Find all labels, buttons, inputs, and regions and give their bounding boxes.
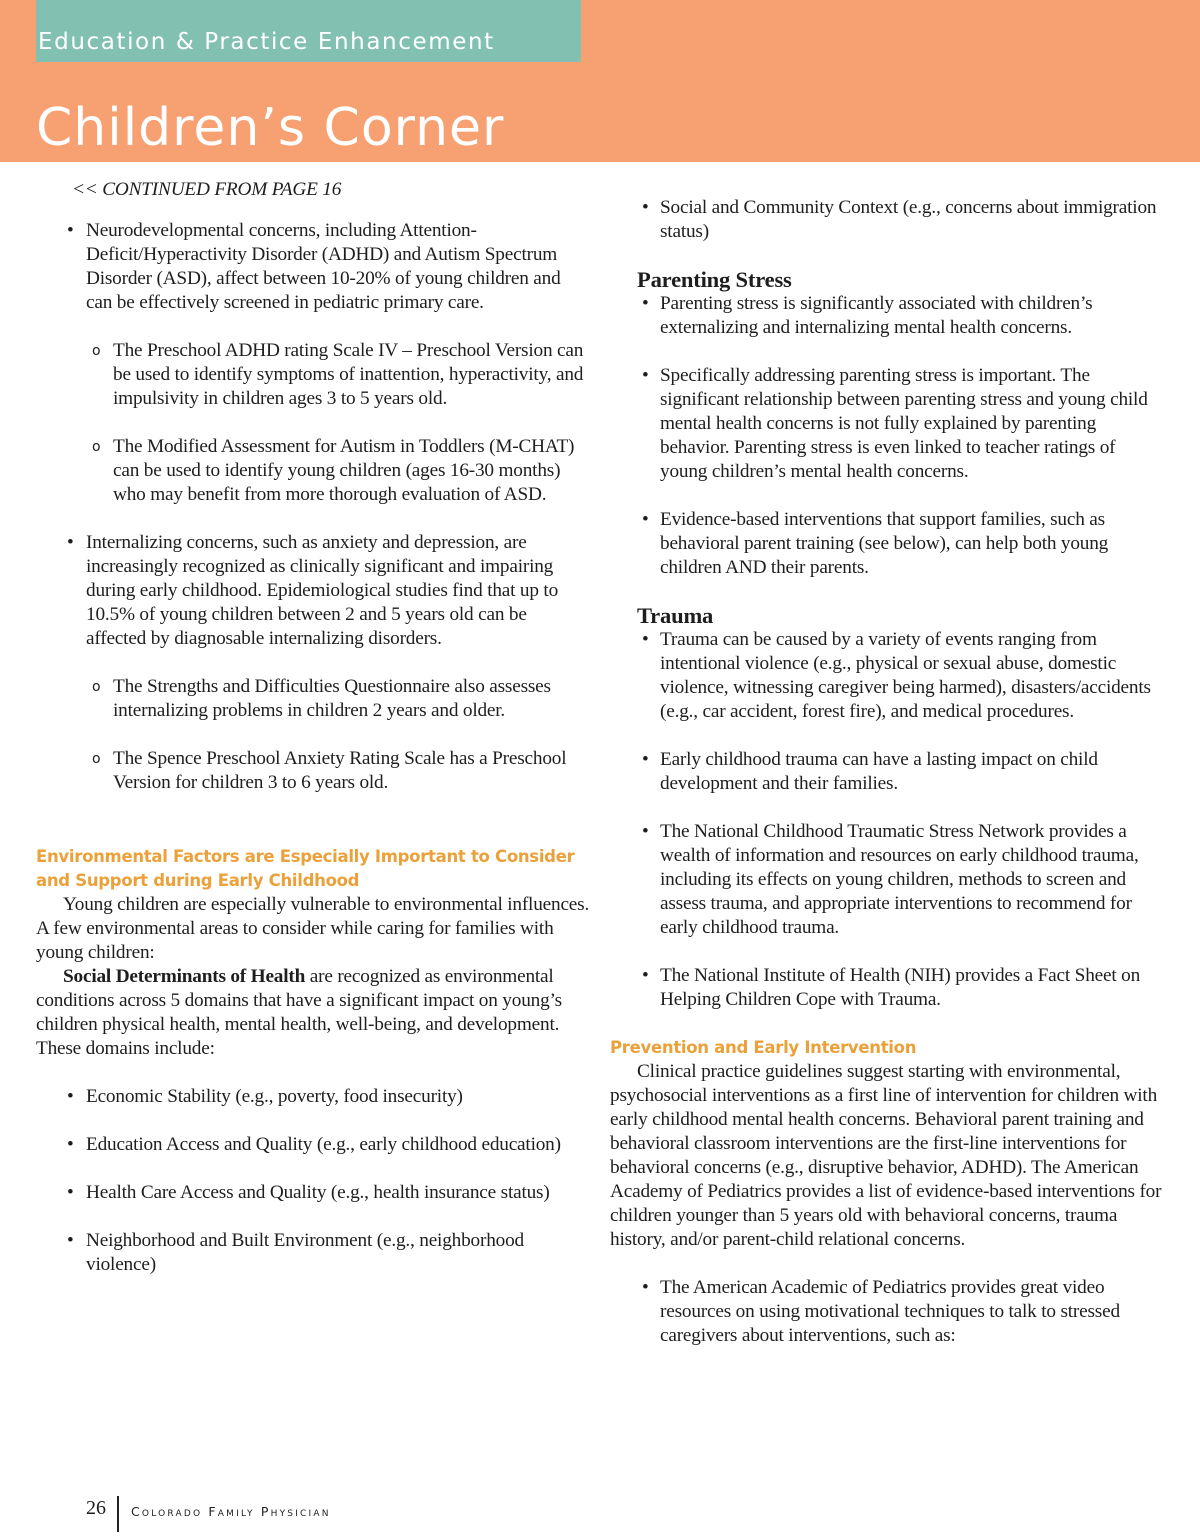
domain-neighborhood: • Neighborhood and Built Environment (e.g., neighborhood violence) [36, 1229, 591, 1277]
sdoh-domains-list-cont [610, 196, 1166, 244]
header-banner [0, 0, 1200, 162]
sub-bullet-sdq: o The Strengths and Difficulties Questionnaire also assesses internalizing problems in children 2 years and older. [36, 675, 591, 723]
domain-social-community: • Social and Community Context (e.g., concerns about immigration status) [610, 196, 1166, 244]
continued-note: << CONTINUED FROM PAGE 16 [72, 179, 342, 200]
trauma-bullet-4: • The National Institute of Health (NIH) provides a Fact Sheet on Helping Children Cope with Trauma. [610, 964, 1166, 1012]
concerns-list [36, 219, 591, 315]
page-title: Children’s Corner [36, 98, 505, 158]
trauma-heading: Trauma [637, 603, 714, 628]
bullet-neurodevelopmental: • Neurodevelopmental concerns, including Attention-Deficit/Hyperactivity Disorder (ADHD) and Autism Spectrum Disorder (ASD), affect between 10-20% of young children and can be effectively screened in pediatric primary care. [36, 219, 591, 315]
bullet-internalizing: • Internalizing concerns, such as anxiety and depression, are increasingly recognized as clinically significant and impairing during early childhood. Epidemiological studies find that up to 10.5% of young children between 2 and 5 years old can be affected by diagnosable internalizing disorders. [36, 531, 591, 651]
prevention-heading: Prevention and Early Intervention [610, 1038, 917, 1057]
ps-bullet-1: • Parenting stress is significantly associated with children’s externalizing and internalizing mental health concerns. [610, 292, 1166, 340]
right-column [610, 196, 1166, 1348]
ps-bullet-3: • Evidence-based interventions that support families, such as behavioral parent training (see below), can help both young children AND their parents. [610, 508, 1166, 580]
prevention-paragraph: Clinical practice guidelines suggest starting with environmental, psychosocial interventions as a first line of intervention for children with early childhood mental health concerns. Behavioral parent training and behavioral classroom interventions are the first-line interventions for behavioral concerns (e.g., disruptive behavior, ADHD). The American Academy of Pediatrics provides a list of evidence-based interventions for children younger than 5 years old with behavioral concerns, trauma history, and/or parent-child relational concerns. [610, 1061, 1162, 1250]
sub-bullet-adhd-scale: o The Preschool ADHD rating Scale IV – Preschool Version can be used to identify symptoms of inattention, hyperactivity, and impulsivity in children ages 3 to 5 years old. [36, 339, 591, 411]
left-column [36, 178, 591, 1277]
concerns-list-2 [36, 531, 591, 651]
parenting-stress-heading: Parenting Stress [637, 267, 792, 292]
prevention-list [610, 1276, 1166, 1348]
domain-economic: • Economic Stability (e.g., poverty, food insecurity) [36, 1085, 591, 1109]
magazine-name [131, 1504, 331, 1519]
trauma-bullet-1: • Trauma can be caused by a variety of events ranging from intentional violence (e.g., physical or sexual abuse, domestic violence, witnessing caregiver being harmed), disasters/accidents (e.g., car accident, forest fire), and medical procedures. [610, 628, 1166, 724]
sub-bullet-spence: o The Spence Preschool Anxiety Rating Scale has a Preschool Version for children 3 to 6 years old. [36, 747, 591, 795]
section-tag [36, 0, 581, 62]
page-number: 26 [86, 1497, 106, 1519]
footer-divider [117, 1496, 119, 1532]
trauma-bullet-2: • Early childhood trauma can have a lasting impact on child development and their families. [610, 748, 1166, 796]
env-paragraph: Young children are especially vulnerable to environmental influences. A few environmental areas to consider while caring for families with young children: [36, 894, 590, 963]
page-footer [0, 1492, 600, 1540]
prevention-bullet-1: • The American Academic of Pediatrics provides great video resources on using motivational techniques to talk to stressed caregivers about interventions, such as: [610, 1276, 1166, 1348]
parenting-stress-list [610, 292, 1166, 580]
sdoh-paragraph [36, 965, 591, 1061]
internalizing-sublist [36, 675, 591, 795]
sub-bullet-mchat: o The Modified Assessment for Autism in Toddlers (M-CHAT) can be used to identify young children (ages 16-30 months) who may benefit from more thorough evaluation of ASD. [36, 435, 591, 507]
section-label: Education & Practice Enhancement [38, 29, 495, 55]
domain-health-care: • Health Care Access and Quality (e.g., health insurance status) [36, 1181, 591, 1205]
neuro-sublist [36, 339, 591, 507]
trauma-list [610, 628, 1166, 1012]
env-heading: Environmental Factors are Especially Important to Consider and Support during Early Childhood [36, 847, 575, 890]
sdoh-term: Social Determinants of Health [63, 966, 306, 987]
domain-education: • Education Access and Quality (e.g., early childhood education) [36, 1133, 591, 1157]
ps-bullet-2: • Specifically addressing parenting stress is important. The significant relationship between parenting stress and young child mental health concerns is not fully explained by parenting behavior. Parenting stress is even linked to teacher ratings of young children’s mental health concerns. [610, 364, 1166, 484]
sdoh-domains-list [36, 1085, 591, 1277]
sdoh-text: are recognized as environmental conditions across 5 domains that have a significant impact on young’s children physical health, mental health, well-being, and development. These domains include: [36, 966, 562, 1059]
trauma-bullet-3: • The National Childhood Traumatic Stress Network provides a wealth of information and resources on early childhood trauma, including its effects on young children, methods to screen and assess trauma, and appropriate interventions to recommend for early childhood trauma. [610, 820, 1166, 940]
magazine-name-text: Colorado Family Physician [131, 1504, 331, 1519]
